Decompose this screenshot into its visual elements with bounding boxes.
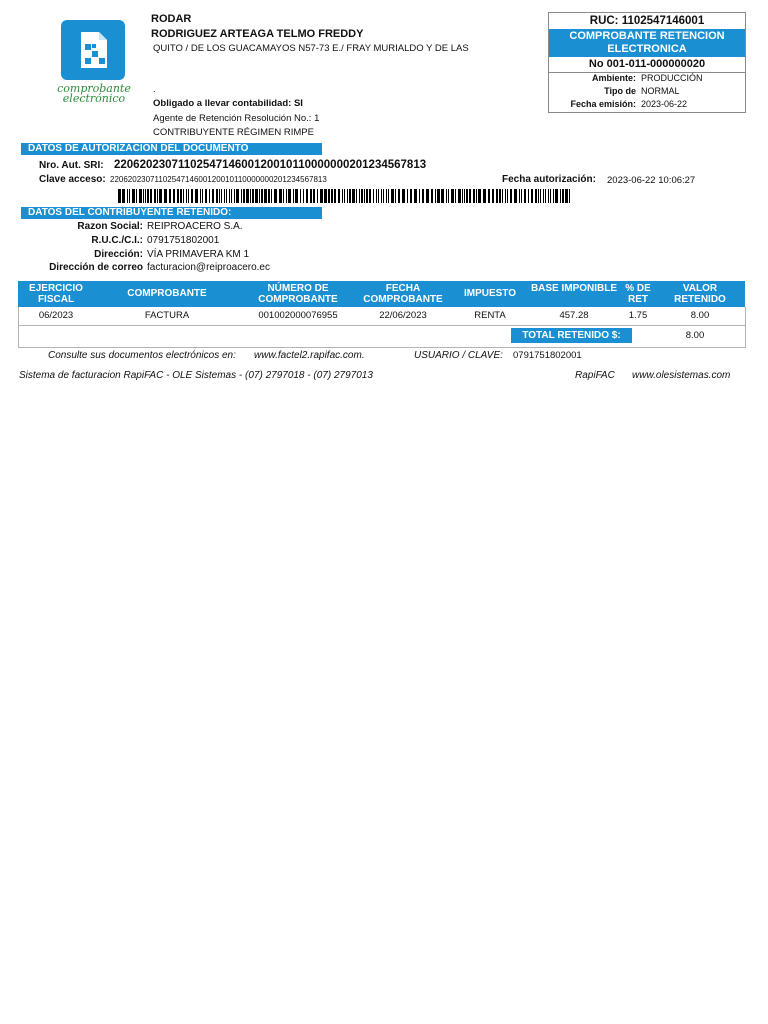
user-key-value: 0791751802001 (513, 350, 582, 361)
consult-text: Consulte sus documentos electrónicos en: (48, 350, 236, 361)
user-key-label: USUARIO / CLAVE: (414, 350, 503, 361)
authorization-section-title: DATOS DE AUTORIZACION DEL DOCUMENTO (21, 143, 322, 155)
company-name-label: Razon Social: (77, 221, 143, 232)
emission-date-value: 2023-06-22 (641, 99, 688, 109)
company-website[interactable]: www.olesistemas.com (632, 370, 731, 381)
column-header: FECHA COMPROBANTE (363, 283, 443, 305)
table-row (18, 310, 745, 324)
type-value: NORMAL (641, 86, 680, 96)
taxpayer-regime: CONTRIBUYENTE RÉGIMEN RIMPE (153, 127, 314, 138)
access-key-value: 2206202307110254714600120010110000000201234567813 (110, 175, 327, 184)
consult-url[interactable]: www.factel2.rapifac.com. (254, 350, 365, 361)
column-header: BASE IMPONIBLE (530, 283, 618, 294)
total-retained-value: 8.00 (685, 330, 705, 341)
email-value: facturacion@reiproacero.ec (147, 262, 270, 273)
retention-agent: Agente de Retención Resolución No.: 1 (153, 113, 320, 124)
total-retained-label: TOTAL RETENIDO $: (511, 328, 632, 343)
cell-voucher: FACTURA (144, 310, 190, 321)
cell-ret-percent: 1.75 (628, 310, 648, 321)
logo-line1: comprobante (57, 82, 131, 95)
logo-text (48, 84, 140, 104)
document-icon (61, 20, 125, 80)
brand-name: RapiFAC (575, 370, 615, 381)
system-footer: Sistema de facturacion RapiFAC - OLE Sistemas - (07) 2797018 - (07) 2797013 (19, 370, 373, 381)
environment-value: PRODUCCIÓN (641, 73, 703, 83)
document-number: No 001-011-000000020 (549, 57, 745, 73)
issuer-trade-name: RODAR (151, 13, 192, 25)
type-label: Tipo de (604, 86, 636, 96)
cell-tax: RENTA (474, 310, 506, 321)
table-header (18, 281, 745, 307)
emission-date-label: Fecha emisión: (570, 99, 636, 109)
issuer-name: RODRIGUEZ ARTEAGA TELMO FREDDY (151, 28, 364, 40)
column-header: IMPUESTO (463, 288, 517, 299)
row-divider (19, 325, 745, 326)
column-header: EJERCICIO FISCAL (29, 283, 83, 305)
auth-number-value: 2206202307110254714600120010110000000201234567813 (114, 159, 427, 171)
access-key-label: Clave acceso: (39, 174, 106, 185)
email-label: Dirección de correo (49, 262, 143, 273)
address-value: VÍA PRIMAVERA KM 1 (147, 249, 250, 260)
cell-fiscal-period: 06/2023 (38, 310, 74, 321)
column-header: NÚMERO DE COMPROBANTE (258, 283, 338, 305)
auth-number-label: Nro. Aut. SRI: (39, 160, 104, 171)
cell-voucher-number: 001002000076955 (258, 310, 338, 321)
column-header: % DE RET (625, 283, 651, 305)
accounting-status: Obligado a llevar contabilidad: SI (153, 98, 303, 109)
document-type: COMPROBANTE RETENCION ELECTRONICA (549, 29, 745, 57)
taxpayer-section-title: DATOS DEL CONTRIBUYENTE RETENIDO: (21, 207, 322, 219)
company-name-value: REIPROACERO S.A. (147, 221, 243, 232)
environment-label: Ambiente: (591, 73, 636, 83)
column-header: VALOR RETENIDO (674, 283, 726, 305)
barcode (118, 189, 570, 203)
issuer-dot: . (153, 84, 156, 94)
cell-tax-base: 457.28 (559, 310, 589, 321)
logo-line2: electrónico (62, 92, 126, 105)
cell-retained-value: 8.00 (690, 310, 710, 321)
logo (61, 20, 125, 80)
column-header: COMPROBANTE (127, 288, 207, 299)
ruc-box (548, 12, 746, 113)
auth-date-value: 2023-06-22 10:06:27 (607, 175, 696, 186)
cell-voucher-date: 22/06/2023 (379, 310, 427, 321)
ruc-ci-value: 0791751802001 (147, 235, 220, 246)
issuer-address: QUITO / DE LOS GUACAMAYOS N57-73 E./ FRAY MURIALDO Y DE LAS (153, 43, 469, 54)
barcode-graphic (118, 189, 570, 203)
address-label: Dirección: (94, 249, 143, 260)
ruc-ci-label: R.U.C./C.I.: (91, 235, 143, 246)
auth-date-label: Fecha autorización: (502, 174, 596, 185)
ruc-number: RUC: 1102547146001 (589, 15, 705, 27)
